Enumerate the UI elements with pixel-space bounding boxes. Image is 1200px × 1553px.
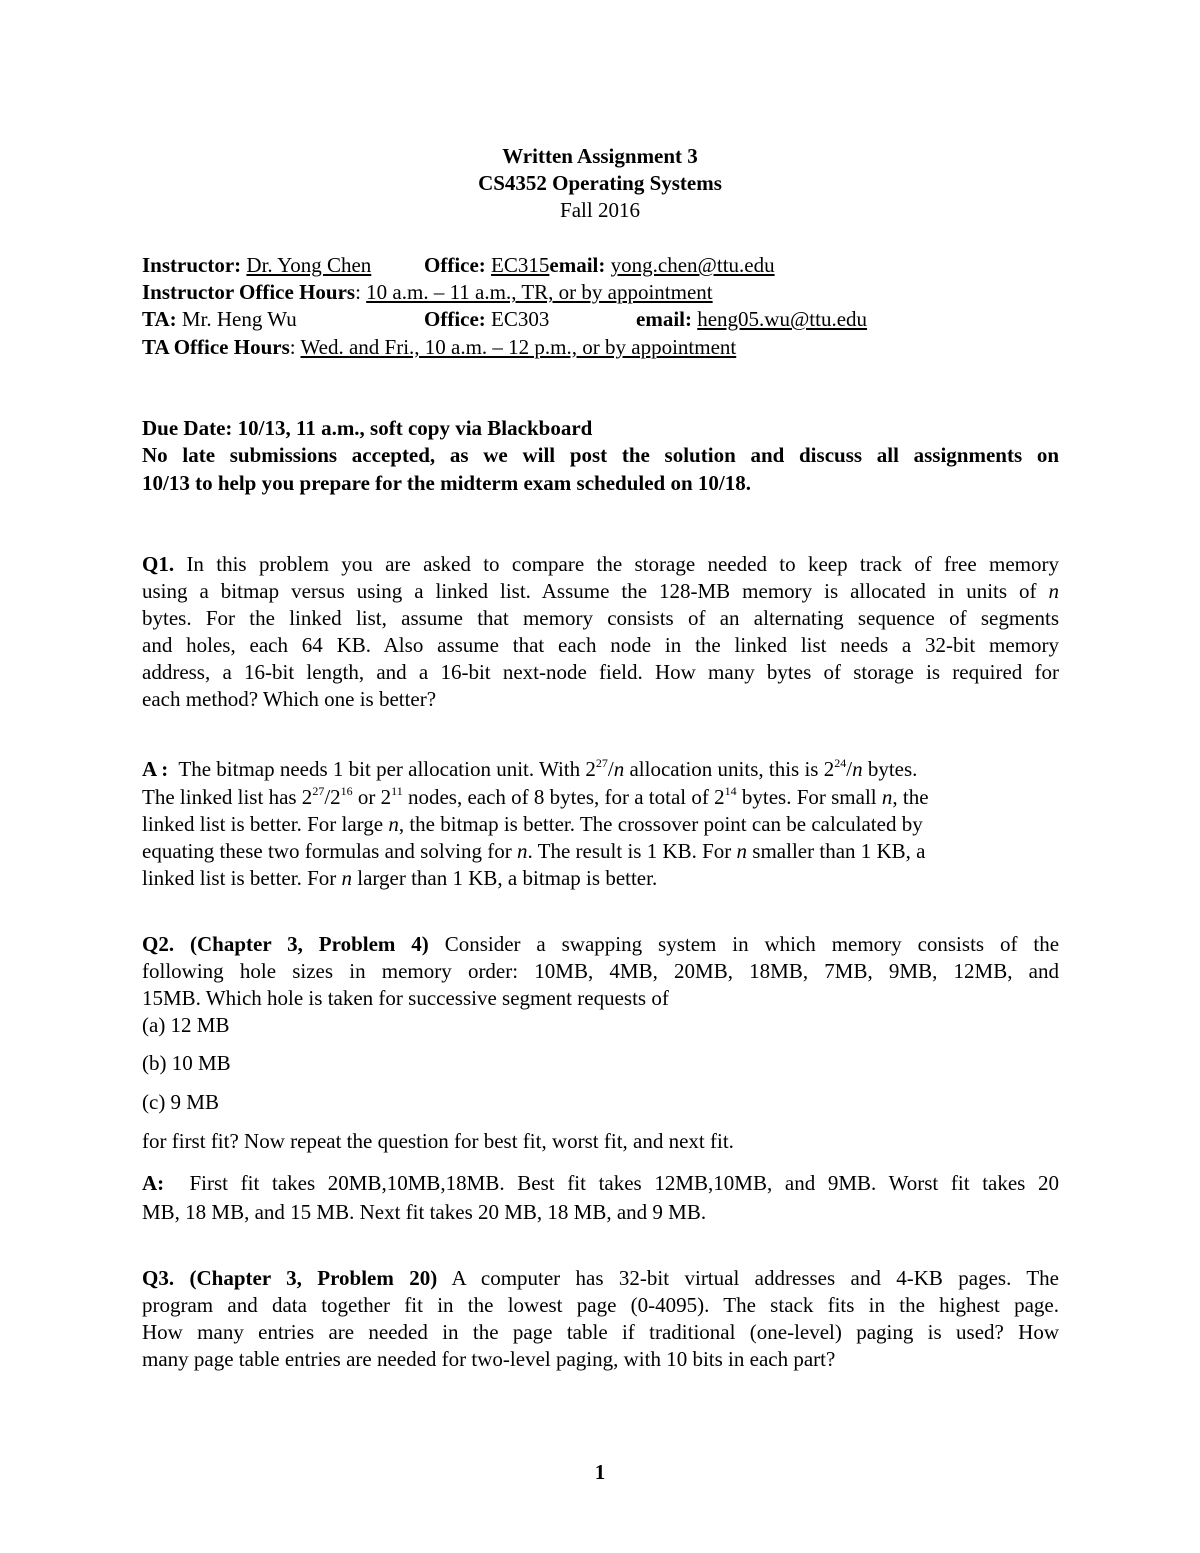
q2-option-a: (a) 12 MB (142, 1013, 230, 1037)
exponent: 16 (340, 784, 353, 798)
var-n: n (881, 785, 893, 809)
a2-line-1 (142, 1170, 1059, 1196)
q3-reference: (Chapter 3, Problem 20) (189, 1266, 438, 1290)
q3-text-1: A computer has 32-bit virtual addresses and 4-KB pages. The (451, 1266, 1060, 1290)
exponent: 14 (724, 784, 737, 798)
var-n: n (517, 839, 528, 863)
term: Fall 2016 (560, 198, 640, 222)
var-n: n (341, 866, 352, 890)
a1-line-2 (142, 784, 929, 810)
late-policy-line-2: 10/13 to help you prepare for the midterm exam scheduled on 10/18. (142, 471, 751, 495)
a2-text-1: First fit takes 20MB,10MB,18MB. Best fit takes 12MB,10MB, and 9MB. Worst fit takes 20 (189, 1171, 1060, 1195)
a1-text: , the (892, 785, 929, 809)
q2-label: Q2. (142, 932, 175, 956)
a1-line-5 (142, 865, 657, 891)
course-title: CS4352 Operating Systems (478, 171, 722, 195)
q2-text-1: Consider a swapping system in which memory consists of the (444, 932, 1060, 956)
exponent: 24 (834, 756, 847, 770)
page-number: 1 (594, 1460, 606, 1484)
a1-text: bytes. (862, 757, 918, 781)
q2-line-2: following hole sizes in memory order: 10MB, 4MB, 20MB, 18MB, 7MB, 9MB, 12MB, and (142, 959, 1059, 983)
a1-text: or 2 (352, 785, 392, 809)
q1-text-2: using a bitmap versus using a linked list. Assume the 128-MB memory is allocated in units of (142, 579, 1037, 603)
q3-line-2: program and data together fit in the lowest page (0-4095). The stack fits in the highest page. (142, 1293, 1059, 1317)
instructor-label: Instructor: (142, 253, 242, 277)
instructor-hours: 10 a.m. – 11 a.m., TR, or by appointment (366, 280, 713, 304)
q1-line-6: each method? Which one is better? (142, 687, 437, 711)
q1-line-1 (142, 551, 1059, 577)
q3-label: Q3. (142, 1266, 175, 1290)
instructor-office-label: Office: (424, 253, 486, 277)
var-n: n (852, 757, 863, 781)
a1-text: larger than 1 KB, a bitmap is better. (352, 866, 658, 890)
q1-label: Q1. (142, 552, 175, 576)
ta-line (142, 306, 1062, 332)
q2-line-3: 15MB. Which hole is taken for successive segment requests of (142, 986, 669, 1010)
instructor-email-link[interactable]: yong.chen@ttu.edu (610, 253, 775, 277)
q1-line-5: address, a 16-bit length, and a 16-bit next-node field. How many bytes of storage is required for (142, 660, 1059, 684)
instructor-email-label: email: (549, 253, 606, 277)
ta-office-label: Office: (424, 307, 486, 331)
var-n: n (613, 757, 625, 781)
a1-text: bytes. For small (736, 785, 882, 809)
a1-text: equating these two formulas and solving for (142, 839, 518, 863)
q3-line-1 (142, 1265, 1059, 1291)
a1-text: linked list is better. For large (142, 812, 389, 836)
ta-hours-line: TA Office Hours: Wed. and Fri., 10 a.m. – 12 p.m., or by appointment (142, 335, 737, 359)
assignment-title: Written Assignment 3 (502, 144, 698, 168)
a2-label: A: (142, 1171, 165, 1195)
due-date: Due Date: 10/13, 11 a.m., soft copy via Blackboard (142, 416, 593, 440)
a1-line-1 (142, 756, 917, 782)
var-n: n (388, 812, 399, 836)
instructor-name: Dr. Yong Chen (246, 253, 372, 277)
a1-text: smaller than 1 KB, a (747, 839, 926, 863)
a1-text: The linked list has 2 (142, 785, 313, 809)
q1-line-4: and holes, each 64 KB. Also assume that each node in the linked list needs a 32-bit memory (142, 633, 1059, 657)
exponent: 27 (312, 784, 325, 798)
q3-line-3: How many entries are needed in the page table if traditional (one-level) paging is used? How (142, 1320, 1059, 1344)
a1-text: / (607, 757, 614, 781)
q2-option-c: (c) 9 MB (142, 1090, 219, 1114)
a1-line-4 (142, 838, 926, 864)
a1-text: allocation units, this is 2 (624, 757, 835, 781)
q3-line-4: many page table entries are needed for two-level paging, with 10 bits in each part? (142, 1347, 836, 1371)
a1-text: nodes, each of 8 bytes, for a total of 2 (402, 785, 725, 809)
ta-hours: Wed. and Fri., 10 a.m. – 12 p.m., or by appointment (300, 335, 737, 359)
exponent: 11 (391, 784, 403, 798)
var-n: n (736, 839, 748, 863)
a1-line-3 (142, 811, 923, 837)
instructor-office: EC315 (491, 253, 550, 277)
ta-email-label: email: (636, 307, 692, 331)
instructor-hours-label: Instructor Office Hours (142, 280, 356, 304)
a1-text: , the bitmap is better. The crossover point can be calculated by (398, 812, 923, 836)
q2-line-1 (142, 931, 1059, 957)
instructor-line (142, 252, 1062, 278)
a1-text: The bitmap needs 1 bit per allocation unit. With 2 (178, 757, 596, 781)
a1-text: /2 (324, 785, 341, 809)
a2-line-2: MB, 18 MB, and 15 MB. Next fit takes 20 MB, 18 MB, and 9 MB. (142, 1200, 707, 1224)
late-policy-line-1: No late submissions accepted, as we will post the solution and discuss all assignments on (142, 443, 1059, 467)
q2-line-4: for first fit? Now repeat the question for best fit, worst fit, and next fit. (142, 1129, 734, 1153)
ta-email-link[interactable]: heng05.wu@ttu.edu (697, 307, 868, 331)
instructor-hours-line: Instructor Office Hours: 10 a.m. – 11 a.m., TR, or by appointment (142, 280, 713, 304)
ta-label: TA: (142, 307, 177, 331)
q1-line-3: bytes. For the linked list, assume that memory consists of an alternating sequence of segments (142, 606, 1059, 630)
ta-hours-label: TA Office Hours (142, 335, 290, 359)
q1-text-1: In this problem you are asked to compare the storage needed to keep track of free memory (186, 552, 1060, 576)
a1-text: linked list is better. For (142, 866, 342, 890)
a1-text: . The result is 1 KB. For (527, 839, 737, 863)
a1-label: A : (142, 757, 169, 781)
ta-name: Mr. Heng Wu (181, 307, 297, 331)
q2-reference: (Chapter 3, Problem 4) (190, 932, 429, 956)
ta-office: EC303 (491, 307, 550, 331)
q2-option-b: (b) 10 MB (142, 1051, 231, 1075)
q1-line-2 (142, 578, 1059, 604)
q1-var-n: n (1048, 579, 1059, 603)
exponent: 27 (595, 756, 608, 770)
a1-text: / (846, 757, 853, 781)
